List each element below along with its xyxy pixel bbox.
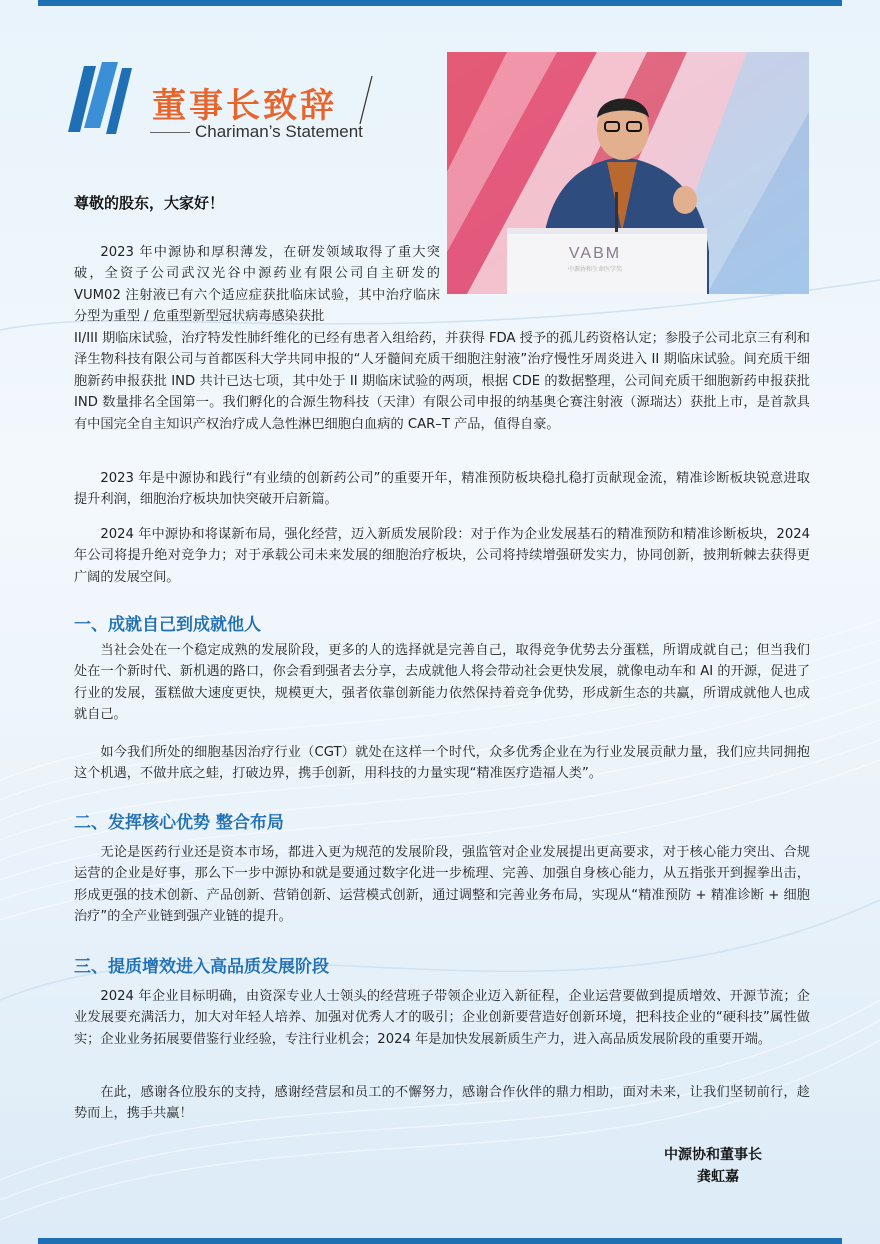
top-accent-bar xyxy=(38,0,842,6)
paragraph-5: 如今我们所处的细胞基因治疗行业（CGT）就处在这样一个时代，众多优秀企业在为行业发展贡献力量，我们应共同拥抱这个机遇，不做井底之蛙，打破边界，携手创新，用科技的力量实现“精准医疗造福人类”。 xyxy=(74,745,810,782)
podium-logo: VABM xyxy=(568,245,622,262)
paragraph-1-top: 2023 年中源协和厚积薄发，在研发领域取得了重大突破，全资子公司武汉光谷中源药业有限公司自主研发的 VUM02 注射液已有六个适应症获批临床试验，其中治疗临床分型为重型 / 危重型新型冠状病毒感染获批 xyxy=(74,245,440,325)
title-underline xyxy=(150,132,190,133)
section-heading-2: 二、发挥核心优势 整合布局 xyxy=(74,813,284,833)
paragraph-8: 在此，感谢各位股东的支持，感谢经营层和员工的不懈努力，感谢合作伙伴的鼎力相助，面对未来，让我们坚韧前行，趁势而上，携手共赢！ xyxy=(74,1085,810,1122)
paragraph-6: 无论是医药行业还是资本市场，都进入更为规范的发展阶段，强监管对企业发展提出更高要求，对于核心能力突出、合规运营的企业是好事，那么下一步中源协和就是要通过数字化进一步梳理、完善、加强自身核心能力，从五指张开到握拳出击，形成更强的技术创新、产品创新、营销创新、运营模式创新，通过调整和完善业务布局，实现从“精准预防 + 精准诊断 + 细胞治疗”的全产业链到强产业链的提升。 xyxy=(74,845,810,925)
greeting: 尊敬的股东，大家好！ xyxy=(74,194,225,212)
paragraph-4: 当社会处在一个稳定成熟的发展阶段，更多的人的选择就是完善自己，取得竞争优势去分蛋糕，所谓成就自己；但当我们处在一个新时代、新机遇的路口，你会看到强者去分享，去成就他人将会带动社会更快发展，就像电动车和 AI 的开源，促进了行业的发展，蛋糕做大速度更快，规模更大，强者依靠创新能力依然保持着竞争优势，形成新生态的共赢，所谓成就他人也成就自己。 xyxy=(74,643,810,723)
section-heading-1: 一、成就自己到成就他人 xyxy=(74,615,261,635)
page-subtitle: Chariman’s Statement xyxy=(195,122,363,141)
paragraph-2: 2023 年是中源协和践行“有业绩的创新药公司”的重要开年，精准预防板块稳扎稳打贡献现金流，精准诊断板块锐意进取提升利润，细胞治疗板块加快突破开启新篇。 xyxy=(74,471,810,508)
page-title: 董事长致辞 xyxy=(152,86,337,126)
paragraph-7: 2024 年企业目标明确，由资深专业人士领头的经营班子带领企业迈入新征程，企业运营要做到提质增效、开源节流；企业发展要充满活力，加大对年轻人培养、加强对优秀人才的吸引；企业创新要营造好创新环境，把科技企业的“硬科技”属性做实；企业业务拓展要借鉴行业经验，专注行业机会；2024 年是加快发展新质生产力，进入高品质发展阶段的重要开端。 xyxy=(74,989,810,1047)
paragraph-1-rest: II/III 期临床试验，治疗特发性肺纤维化的已经有患者入组给药，并获得 FDA 授予的孤儿药资格认定；参股子公司北京三有利和泽生物科技有限公司与首都医科大学共同申报的“人牙髓间充质干细胞注射液”治疗慢性牙周炎进入 II 期临床试验。间充质干细胞新药申报获批 IND 共计已达七项，其中处于 II 期临床试验的两项，根据 CDE 的数据整理，公司间充质干细胞新药申报获批 IND 数量排名全国第一。我们孵化的合源生物科技（天津）有限公司申报的纳基奥仑赛注射液（源瑞达）获批上市，是首款具有中国完全自主知识产权治疗成人急性淋巴细胞白血病的 CAR–T 产品，值得自豪。 xyxy=(74,331,810,432)
bottom-accent-bar xyxy=(38,1238,842,1244)
signature-name: 龚虹嘉 xyxy=(697,1169,739,1185)
section-heading-3: 三、提质增效进入高品质发展阶段 xyxy=(74,957,329,977)
chairman-photo xyxy=(447,52,809,294)
title-slash-icon xyxy=(358,76,374,124)
paragraph-3: 2024 年中源协和将谋新布局，强化经营，迈入新质发展阶段：对于作为企业发展基石的精准预防和精准诊断板块，2024 年公司将提升绝对竞争力；对于承载公司未来发展的细胞治疗板块，公司将持续增强研发实力，协同创新，披荆斩棘去获得更广阔的发展空间。 xyxy=(74,527,810,585)
signature-title: 中源协和董事长 xyxy=(664,1147,762,1163)
chairman-photo-illustration xyxy=(447,52,809,294)
podium-subtitle: 中源协和生命医学奖 xyxy=(567,266,623,273)
title-stripes-icon xyxy=(66,58,136,138)
